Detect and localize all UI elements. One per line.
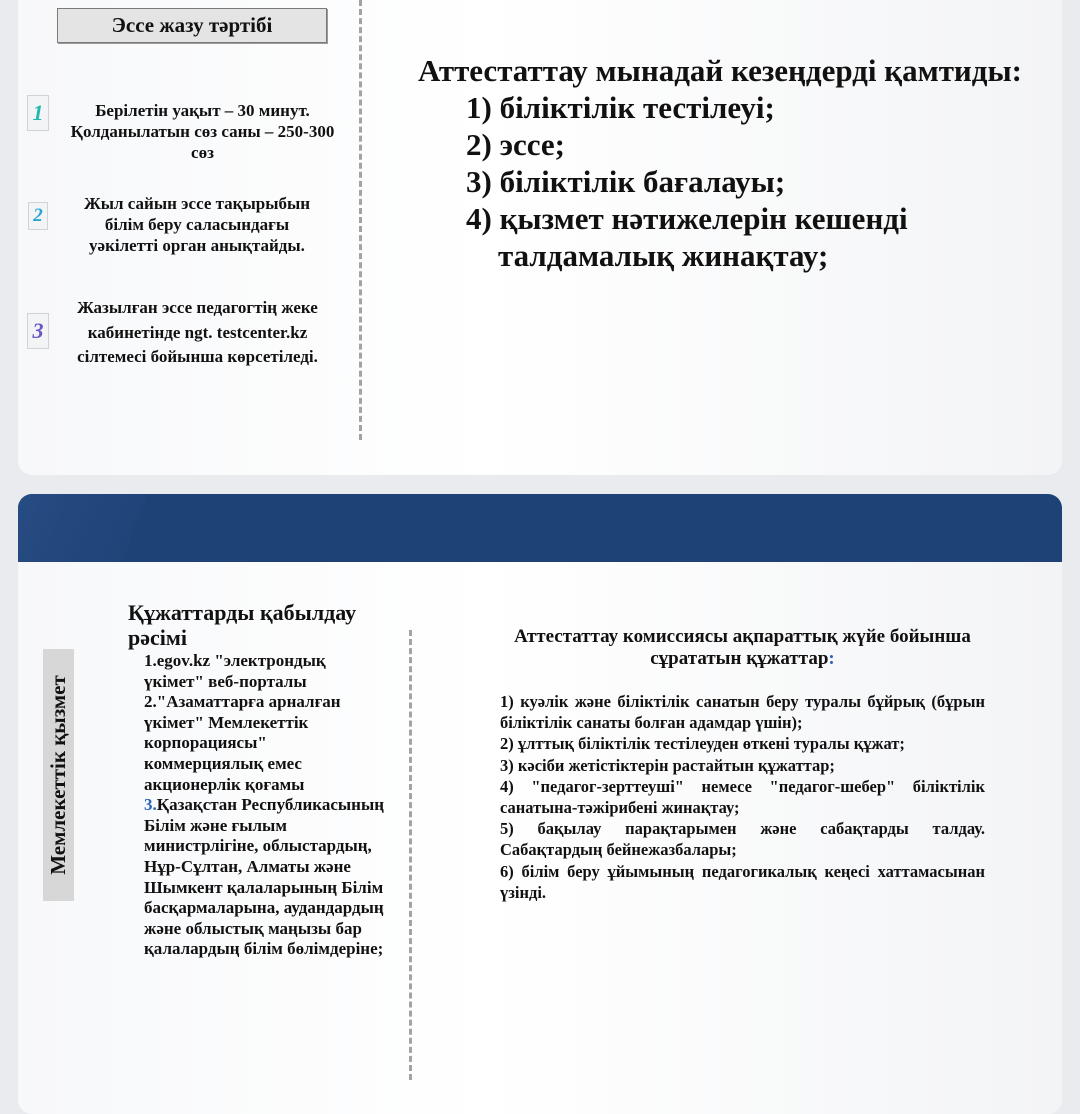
docs-list xyxy=(144,651,384,960)
docs-item: 1.egov.kz "электрондық үкімет" веб-порталы xyxy=(144,651,326,691)
requirement-item: 4) "педагог-зерттеуші" немесе "педагог-шебер" біліктілік санатына-тәжірибені жинақтау; xyxy=(500,776,985,818)
essay-rules-title: Эссе жазу тәртібі xyxy=(57,8,327,43)
stages-block xyxy=(418,52,1058,274)
info-cabinet: Жазылған эссе педагогтің жеке кабинетінде ngt. testcenter.kz сілтемесі бойынша көрсетіледі. xyxy=(77,298,318,366)
stage-item: 3) біліктілік бағалауы; xyxy=(466,164,786,199)
docs-title: Құжаттарды қабылдау рәсімі xyxy=(128,600,357,650)
number-three-icon: 3 xyxy=(27,313,49,349)
dashed-divider xyxy=(409,630,412,1080)
side-label-text: Мемлекеттік қызмет xyxy=(46,675,70,875)
number-one-icon: 1 xyxy=(27,95,49,131)
requirement-item: 6) білім беру ұйымының педагогикалық кеңесі хаттамасынан үзінді. xyxy=(500,861,985,902)
stage-item: 2) эссе; xyxy=(466,127,565,162)
info-time-words: Берілетін уақыт – 30 минут. Қолданылатын сөз саны – 250-300 сөз xyxy=(70,101,335,162)
banner-accent xyxy=(18,494,148,562)
info-topic: Жыл сайын эссе тақырыбын білім беру саласындағы уәкілетті орган анықтайды. xyxy=(83,194,311,255)
requirements-title: Аттестаттау комиссиясы ақпараттық жүйе бойынша сұрататын құжаттар: xyxy=(514,626,971,669)
docs-item: 3.Қазақстан Республикасының Білім және ғылым министрлігіне, облыстардың, Нұр-Сұлтан, Алматы және Шымкент қалаларының Білім басқармаларына, аудандардың және облыстық маңызы бар қалалардың білім бөлімдеріне; xyxy=(144,795,385,959)
dashed-divider xyxy=(359,0,362,440)
requirement-item: 3) кәсіби жетістіктерін растайтын құжаттар; xyxy=(500,755,835,775)
header-banner xyxy=(18,494,1062,562)
requirements-list xyxy=(500,691,985,903)
docs-item: 2."Азаматтарға арналған үкімет" Мемлекеттік корпорациясы" коммерциялық емес акционерлік қоғамы xyxy=(144,692,341,794)
stage-item: 1) біліктілік тестілеуі; xyxy=(466,90,775,125)
requirement-item: 2) ұлттық біліктілік тестілеуден өткені туралы құжат; xyxy=(500,734,905,754)
requirement-item: 5) бақылау парақтарымен және сабақтарды талдау. Сабақтардың бейнежазбалары; xyxy=(500,819,985,860)
requirement-item: 1) куәлік және біліктілік санатын беру туралы бұйрық (бұрын біліктілік санаты болған адамдар үшін); xyxy=(500,692,985,733)
stages-heading: Аттестаттау мынадай кезеңдерді қамтиды: xyxy=(418,53,1023,88)
stage-item: 4) қызмет нәтижелерін кешенді xyxy=(466,201,908,236)
number-two-icon: 2 xyxy=(28,202,48,230)
stage-item-continuation: талдамалық жинақтау; xyxy=(498,238,829,273)
